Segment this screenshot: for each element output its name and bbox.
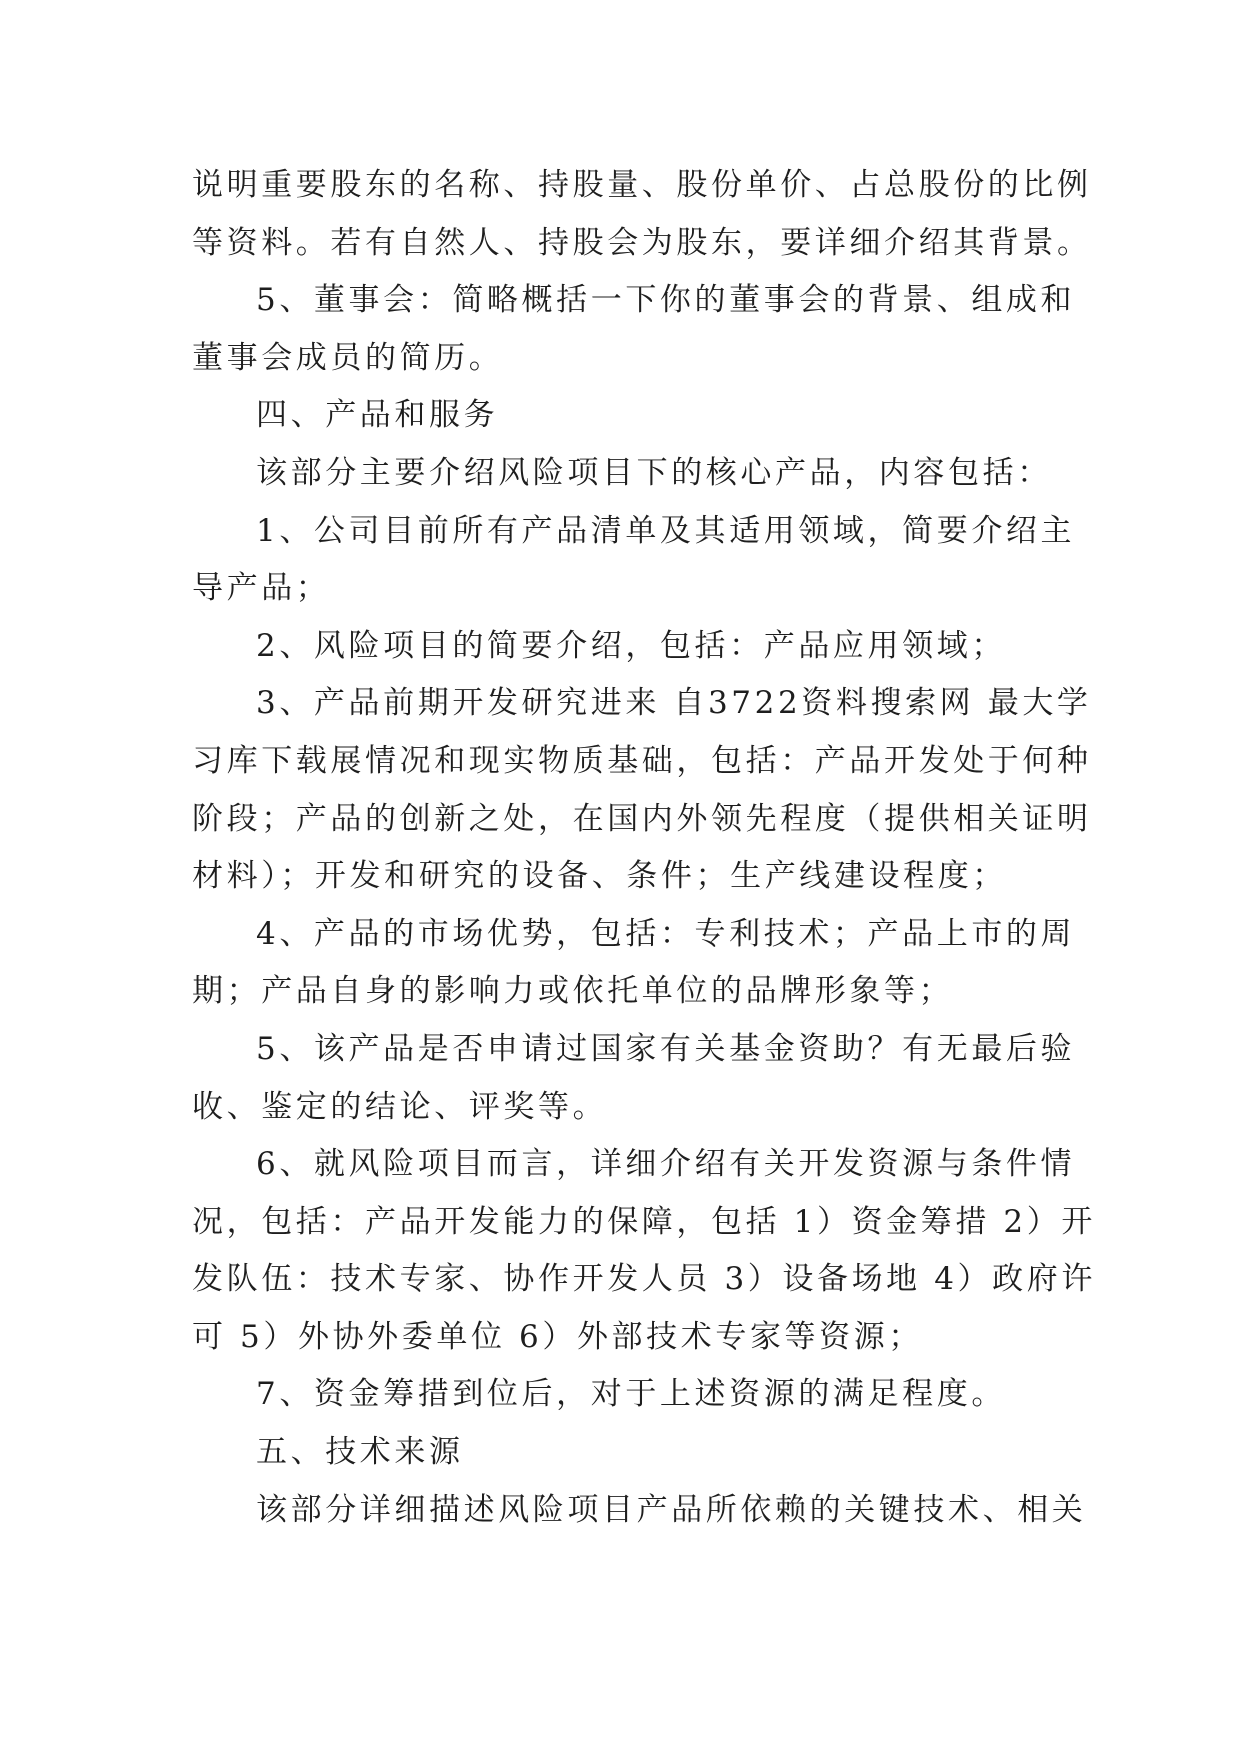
body-line-paragraph-start: 该部分主要介绍风险项目下的核心产品，内容包括：: [256, 454, 1052, 491]
body-line-paragraph-start: 1、公司目前所有产品清单及其适用领域，简要介绍主: [256, 512, 1076, 549]
body-line-paragraph-start: 7、资金筹措到位后，对于上述资源的满足程度。: [256, 1376, 1006, 1413]
body-line-paragraph-start: 6、就风险项目而言，详细介绍有关开发资源与条件情: [256, 1146, 1076, 1183]
document-body: [192, 157, 1096, 1539]
body-line-paragraph-start: 3、产品前期开发研究进来 自3722资料搜索网 最大学: [256, 685, 1092, 722]
body-line-continuation: 况，包括：产品开发能力的保障，包括 1）资金筹措 2）开: [192, 1203, 1096, 1240]
body-line-continuation: 等资料。若有自然人、持股会为股东，要详细介绍其背景。: [192, 224, 1092, 261]
section-heading-products-services: 四、产品和服务: [256, 397, 499, 434]
section-heading-technology-source: 五、技术来源: [256, 1434, 464, 1471]
body-line-continuation: 习库下载展情况和现实物质基础，包括：产品开发处于何种: [192, 742, 1092, 779]
body-line-paragraph-start: 4、产品的市场优势，包括：专利技术；产品上市的周: [256, 915, 1076, 952]
body-line-continuation: 可 5）外协外委单位 6）外部技术专家等资源；: [192, 1318, 923, 1355]
body-line-continuation: 导产品；: [192, 570, 331, 607]
body-line-continuation: 说明重要股东的名称、持股量、股份单价、占总股份的比例: [192, 167, 1092, 203]
body-line-continuation: 期；产品自身的影响力或依托单位的品牌形象等；: [192, 973, 954, 1010]
body-line-continuation: 材料）；开发和研究的设备、条件；生产线建设程度；: [192, 858, 1007, 895]
body-line-paragraph-start: 2、风险项目的简要介绍，包括：产品应用领域；: [256, 627, 1006, 664]
body-line-paragraph-start: 5、董事会：简略概括一下你的董事会的背景、组成和: [256, 282, 1076, 319]
body-line-paragraph-start: 该部分详细描述风险项目产品所依赖的关键技术、相关: [256, 1491, 1087, 1528]
body-line-continuation: 阶段；产品的创新之处，在国内外领先程度（提供相关证明: [192, 800, 1092, 837]
body-line-continuation: 董事会成员的简历。: [192, 339, 504, 376]
body-line-paragraph-start: 5、该产品是否申请过国家有关基金资助？有无最后验: [256, 1030, 1076, 1067]
body-line-continuation: 收、鉴定的结论、评奖等。: [192, 1088, 608, 1125]
body-line-continuation: 发队伍：技术专家、协作开发人员 3）设备场地 4）政府许: [192, 1261, 1096, 1298]
